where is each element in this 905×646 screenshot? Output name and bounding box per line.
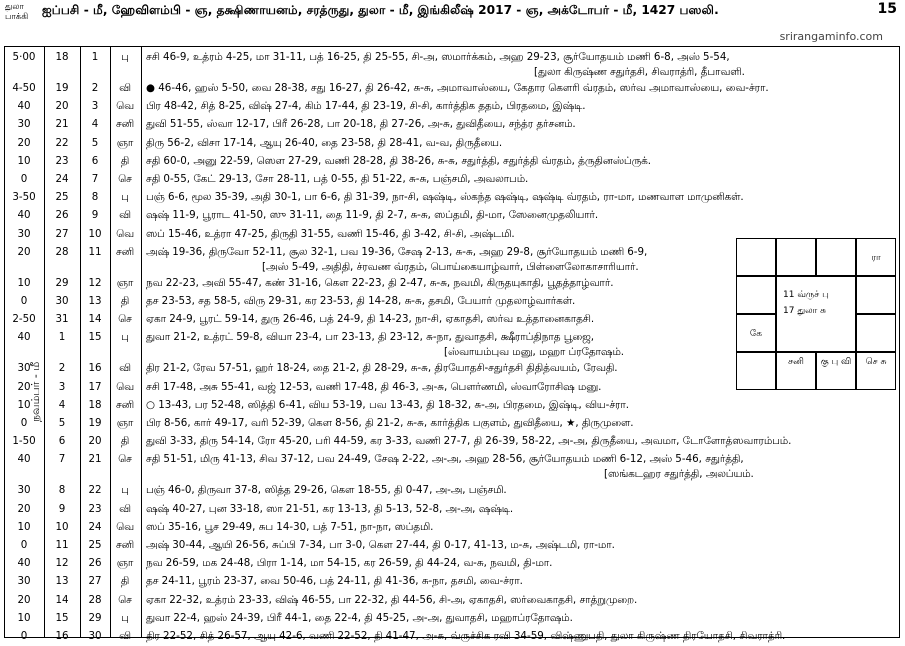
english-date-cell: 22 (88, 484, 102, 497)
english-date-cell: 28 (88, 593, 102, 606)
rasi-cell (736, 238, 776, 276)
english-date-cell: 26 (88, 557, 102, 570)
tamil-date-cell: 22 (55, 136, 69, 149)
panchangam-text: பஞ் 46-0, திருவா 37-8, ஸித்த 29-26, கௌ 18-55, தி 0-47, அ-அ, பஞ்சமி. (146, 484, 507, 497)
weekday-cell: செ (118, 593, 132, 606)
panchangam-text: ● 46-46, ஹஸ் 5-50, வை 28-38, சது 16-27, தி 26-42, சு-சு, அமாவாஸ்யை, கேதார கௌரி வ்ரதம், ஸர்வ அமாவாஸ்யை, வை-ச்ரா. (146, 82, 769, 94)
weekday-cell: ஞா (116, 136, 134, 149)
rasi-cell (856, 276, 896, 314)
rasi-cell (736, 276, 776, 314)
tamil-date-cell: 26 (55, 209, 69, 222)
panchangam-text: துவா 21-2, உத்ரட் 59-8, வியா 23-4, பா 23-13, தி 23-12, சு-நா, துவாதசி, க்ஷீராப்திநாத பூஜை, (146, 331, 595, 344)
weekday-cell: செ (118, 173, 132, 185)
rasi-cell (816, 238, 856, 276)
english-date-cell: 5 (91, 136, 99, 149)
english-date-cell: 25 (88, 539, 102, 551)
english-date-cell: 16 (88, 362, 102, 375)
tamil-date-cell: 14 (55, 593, 69, 606)
nazhigai-cell: 10 (17, 398, 31, 411)
panchangam-text: துவா 22-4, ஹஸ் 24-39, பிரீ 44-1, தை 22-4, தி 45-25, அ-அ, துவாதசி, மஹாப்ரதோஷம். (146, 611, 573, 624)
nazhigai-cell: 40 (17, 453, 31, 466)
panchangam-text: நவ 26-59, மக 24-48, பிரா 1-14, மா 54-15, கர 26-59, தி 44-24, வ-சு, நவமி, தி-மா. (146, 557, 553, 570)
nazhigai-cell: 30 (17, 575, 31, 588)
tamil-date-cell: 23 (55, 154, 69, 167)
panchangam-text: திர 22-52, சித் 26-57, ஆயு 42-6, வணி 22-52, தி 41-47, அ-சு, வ்ருச்சிக ரவி 34-59, விஷ்ணுபதி, துலா கிருஷ்ண திரயோதசி, சிவராத்ரி. (146, 630, 786, 642)
nazhigai-cell: 30 (17, 362, 31, 375)
english-date-cell: 20 (88, 435, 102, 448)
nazhigai-cell: 0 (20, 417, 28, 429)
page-number: 15 (877, 1, 897, 17)
panchangam-text: சசி 46-9, உத்ரம் 4-25, மா 31-11, பத் 16-25, தி 25-55, சி-அ, ஸமார்க்கம், அஹ 29-23, சூர்யோதயம் மணி 6-8, அஸ் 5-54, (146, 51, 730, 63)
tamil-date-cell: 7 (58, 453, 66, 466)
english-date-cell: 13 (88, 295, 102, 307)
tamil-date-cell: 3 (58, 380, 66, 393)
english-date-cell: 3 (91, 100, 99, 113)
header-left-top: துலா (5, 2, 24, 12)
tamil-date-cell: 20 (55, 100, 69, 113)
nazhigai-cell: 5·00 (12, 51, 36, 63)
panchangam-text-continued: [அஸ் 5-49, அதிதி, ச்ரவண வ்ரதம், பொய்கையாழ்வார், பிள்ளைலோகாசாரியார். (262, 260, 639, 273)
rasi-center: 11 வ்ருச் பு 17 துலா சு (776, 276, 856, 352)
nazhigai-cell: 0 (20, 295, 28, 307)
tamil-date-cell: 13 (55, 575, 69, 588)
nazhigai-cell: 20 (17, 245, 31, 258)
nazhigai-cell: 20 (17, 136, 31, 149)
tamil-date-cell: 18 (55, 51, 69, 63)
panchangam-text: துவி 51-55, ஸ்வா 12-17, பிரீ 26-28, பா 20-18, தி 27-26, அ-சு, துவிதீயை, சந்த்ர தர்சனம். (146, 118, 576, 131)
panchangam-text: பஞ் 6-6, மூல 35-39, அதி 30-1, பா 6-6, தி 31-39, நா-சி, ஷஷ்டி, ஸ்கந்த ஷஷ்டி, ஷஷ்டி வ்ரதம், ரா-மா, மணவாள மாமுனிகள். (146, 191, 744, 204)
panchangam-text: ஷஷ் 40-27, புன 33-18, ஸா 21-51, கர 13-13, தி 5-13, 52-8, அ-அ, ஷஷ்டி. (146, 502, 514, 515)
tamil-date-cell: 8 (58, 484, 66, 497)
tamil-date-cell: 15 (55, 611, 69, 624)
tamil-date-cell: 24 (55, 173, 69, 185)
nazhigai-cell: 10 (17, 611, 31, 624)
rasi-cell (736, 352, 776, 390)
tamil-date-cell: 30 (55, 295, 69, 307)
weekday-cell: சனி (115, 118, 135, 131)
english-date-cell: 30 (88, 630, 102, 642)
nazhigai-cell: 10 (17, 520, 31, 533)
english-date-cell: 1 (91, 51, 99, 63)
english-date-cell: 10 (88, 227, 102, 240)
weekday-cell: பு (121, 51, 129, 63)
english-date-cell: 24 (88, 520, 102, 533)
tamil-date-cell: 11 (55, 539, 69, 551)
nazhigai-cell: 40 (17, 557, 31, 570)
tamil-date-cell: 9 (58, 502, 66, 515)
nazhigai-cell: 0 (20, 539, 28, 551)
english-date-cell: 19 (88, 417, 102, 429)
panchangam-text: ஸப் 15-46, உத்ரா 47-25, திருதி 31-55, வணி 15-46, தி 3-42, சி-சி, அஷ்டமி. (146, 227, 515, 240)
panchangam-text: சசி 17-48, அசு 55-41, வஜ் 12-53, வணி 17-48, தி 46-3, அ-சு, பௌர்ணமி, ஸ்வாரோசிஷ மனு. (146, 380, 602, 393)
weekday-cell: வி (119, 502, 131, 515)
rasi-cell-che-su: செ சு (856, 352, 896, 390)
tamil-date-cell: 19 (55, 82, 69, 94)
tamil-date-cell: 1 (58, 331, 66, 344)
panchangam-text: திர 21-2, ரேவ 57-51, ஹர் 18-24, தை 21-2, தி 28-29, சு-சு, திரயோதசி-சதுர்தசி திதித்வயம், ரேவதி. (146, 362, 618, 375)
nazhigai-cell: 4-50 (12, 82, 36, 94)
english-date-cell: 2 (91, 82, 99, 94)
nazhigai-cell: 10 (17, 276, 31, 289)
nazhigai-cell: 2-50 (12, 313, 36, 326)
tamil-date-cell: 27 (55, 227, 69, 240)
tamil-date-cell: 5 (58, 417, 66, 429)
tamil-date-cell: 12 (55, 557, 69, 570)
weekday-cell: சனி (115, 398, 135, 411)
divider (141, 47, 142, 637)
panchangam-text: பிர 8-56, கார் 49-17, வரி 52-39, கௌ 8-56, தி 21-2, சு-சு, கார்த்திக பகுளம், துவிதீயை, ★, திருமுளை. (146, 417, 634, 429)
english-date-cell: 4 (91, 118, 99, 131)
english-date-cell: 27 (88, 575, 102, 588)
english-date-cell: 15 (88, 331, 102, 344)
weekday-cell: வெ (116, 100, 134, 113)
weekday-cell: செ (118, 313, 132, 326)
weekday-cell: ஞா (116, 557, 134, 570)
weekday-cell: பு (121, 611, 129, 624)
panchangam-text: ஸப் 35-16, பூச 29-49, சுப 14-30, பத் 7-51, நா-நா, ஸப்தமி. (146, 520, 434, 533)
weekday-cell: பு (121, 191, 129, 204)
english-date-cell: 7 (91, 173, 99, 185)
rasi-chart (736, 238, 896, 390)
weekday-cell: வி (119, 209, 131, 222)
weekday-cell: ஞா (116, 276, 134, 289)
tamil-date-cell: 6 (58, 435, 66, 448)
tamil-date-cell: 25 (55, 191, 69, 204)
english-date-cell: 9 (91, 209, 99, 222)
tamil-date-cell: 29 (55, 276, 69, 289)
panchangam-text: அஷ் 19-36, திருவோ 52-11, சூல 32-1, பவ 19-36, சேஷ 2-13, சு-சு, அஹ 29-8, சூர்யோதயம் மணி 6-9, (146, 245, 648, 258)
weekday-cell: வெ (116, 520, 134, 533)
tamil-date-cell: 21 (55, 118, 69, 131)
nazhigai-cell: 20 (17, 502, 31, 515)
english-date-cell: 6 (91, 154, 99, 167)
english-date-cell: 11 (88, 245, 102, 258)
weekday-cell: செ (118, 453, 132, 466)
watermark: srirangaminfo.com (779, 30, 883, 43)
english-date-cell: 29 (88, 611, 102, 624)
english-date-cell: 17 (88, 380, 102, 393)
panchangam-text: திரு 56-2, விசா 17-14, ஆயு 26-40, தை 23-58, தி 28-41, வ-வ, திருதீயை. (146, 136, 503, 149)
weekday-cell: சனி (115, 245, 135, 258)
weekday-cell: வெ (116, 380, 134, 393)
page-title: ஐப்பசி - மீ, ஹேவிளம்பி - ஞ, தக்ஷிணாயனம், சரத்ருது, துலா - மீ, இங்கிலீஷ் 2017 - ஞ, அக்டோபர் - மீ, 1427 பஸலி. (42, 3, 719, 17)
weekday-cell: தி (120, 435, 130, 448)
nazhigai-cell: 30 (17, 118, 31, 131)
tamil-date-cell: 16 (55, 630, 69, 642)
english-date-cell: 12 (88, 276, 102, 289)
english-date-cell: 8 (91, 191, 99, 204)
panchangam-text: தச 23-53, சத 58-5, விரு 29-31, கர 23-53, தி 14-28, சு-சு, தசமி, பேயார் முதலாழ்வார்கள். (146, 295, 576, 307)
nazhigai-cell: 20 (17, 593, 31, 606)
english-date-cell: 18 (88, 398, 102, 411)
rasi-cell (776, 238, 816, 276)
nazhigai-cell: 40 (17, 209, 31, 222)
rasi-cell-ku-pu-vi: கு பு வி (816, 352, 856, 390)
english-date-cell: 21 (88, 453, 102, 466)
tamil-date-cell: 2 (58, 362, 66, 375)
weekday-cell: வி (119, 362, 131, 375)
nazhigai-cell: 10 (17, 154, 31, 167)
weekday-cell: பு (121, 331, 129, 344)
nazhigai-cell: 0 (20, 630, 28, 642)
panchangam-text: ஏகா 22-32, உத்ரம் 23-33, விஷ் 46-55, பா 22-32, தி 44-56, சி-அ, ஏகாதசி, ஸர்வைகாதசி, சாத்றுமுறை. (146, 593, 638, 606)
tamil-date-cell: 28 (55, 245, 69, 258)
panchangam-text: தச 24-11, பூரம் 23-37, வை 50-46, பத் 24-11, தி 41-36, சு-நா, தசமி, வை-ச்ரா. (146, 575, 523, 588)
weekday-cell: ஞா (116, 417, 134, 429)
weekday-cell: பு (121, 484, 129, 497)
english-date-cell: 23 (88, 502, 102, 515)
tamil-date-cell: 4 (58, 398, 66, 411)
nazhigai-cell: 0 (20, 173, 28, 185)
nazhigai-cell: 20 (17, 380, 31, 393)
panchangam-text: பிர 48-42, சித் 8-25, விஷ் 27-4, கிம் 17-44, தி 23-19, சி-சி, கார்த்திக ததம், பிரதமை, இஷ்டி. (146, 100, 586, 113)
panchangam-text: ஏகா 24-9, பூரட் 59-14, துரு 26-46, பத் 24-9, தி 14-23, நா-சி, ஏகாதசி, ஸர்வ உத்தானைகாதசி. (146, 313, 595, 326)
panchangam-text: சதி 0-55, கேட் 29-13, சோ 28-11, பத் 0-55, தி 51-22, சு-சு, பஞ்சமி, அவலாபம். (146, 173, 529, 185)
panchangam-text: சதி 51-51, மிரு 41-13, சிவ 37-12, பவ 24-49, சேஷ 2-22, அ-அ, அஹ 28-56, சூர்யோதயம் மணி 6-12, அஸ் 5-46, சதுர்த்தி, (146, 453, 744, 466)
nazhigai-cell: 3-50 (12, 191, 36, 204)
weekday-cell: வி (119, 630, 131, 642)
panchangam-text-continued: [ஸ்வாயம்புவ மனு, மஹா ப்ரதோஷம். (444, 346, 625, 359)
month-label: நவம்பர் - மீ (29, 361, 42, 423)
panchangam-text: நவ 22-23, அவி 55-47, கண் 31-16, கௌ 22-23, தி 2-47, சு-சு, நவமி, கிருதயுகாதி, பூதத்தாழ்வார். (146, 276, 614, 289)
panchangam-text: அஷ் 30-44, ஆயி 26-56, சுப்பி 7-34, பா 3-0, கௌ 27-44, தி 0-17, 41-13, ம-சு, அஷ்டமி, ரா-மா. (146, 539, 615, 551)
nazhigai-cell: 40 (17, 100, 31, 113)
panchangam-text: ஷஷ் 11-9, பூராட 41-50, ஸு 31-11, தை 11-9, தி 2-7, சு-சு, ஸப்தமி, தி-மா, ஸேனைமுதலியார். (146, 209, 599, 222)
nazhigai-cell: 1-50 (12, 435, 36, 448)
rasi-cell-sani: சனி (776, 352, 816, 390)
weekday-cell: வெ (116, 227, 134, 240)
panchangam-text: சதி 60-0, அனு 22-59, ஸௌ 27-29, வணி 28-28, தி 38-26, சு-சு, சதுர்த்தி, சதுர்த்தி வ்ரதம், த்ருதினஸ்ப்ருக். (146, 154, 651, 167)
nazhigai-cell: 30 (17, 484, 31, 497)
rasi-cell (856, 314, 896, 352)
weekday-cell: தி (120, 154, 130, 167)
header-left (5, 2, 28, 22)
weekday-cell: வி (119, 82, 131, 94)
nazhigai-cell: 30 (17, 227, 31, 240)
panchangam-text: ○ 13-43, பர 52-48, ஸித்தி 6-41, விய 53-19, பவ 13-43, தி 18-32, சு-அ, பிரதமை, இஷ்டி, விய-ச்ரா. (146, 398, 630, 411)
weekday-cell: தி (120, 575, 130, 588)
panchangam-text-continued: [துலா கிருஷ்ண சதுர்தசி, சிவராத்ரி, தீபாவளி. (534, 66, 745, 78)
tamil-date-cell: 31 (55, 313, 69, 326)
english-date-cell: 14 (88, 313, 102, 326)
nazhigai-cell: 40 (17, 331, 31, 344)
weekday-cell: தி (120, 295, 130, 307)
header-left-bottom: பாக்கி (5, 12, 29, 22)
weekday-cell: சனி (115, 539, 135, 551)
panchangam-text-continued: [ஸங்கடஹர சதுர்த்தி, அலப்யம். (604, 468, 754, 481)
rasi-cell-ke: கே (736, 314, 776, 352)
tamil-date-cell: 10 (55, 520, 69, 533)
panchangam-text: துவி 3-33, திரு 54-14, ரோ 45-20, பரி 44-59, கர 3-33, வணி 27-7, தி 26-39, 58-22, அ-அ, திருதீயை, அவமா, டோளோத்ஸவாரம்பம். (146, 435, 792, 448)
rasi-cell-ra: ரா (856, 238, 896, 276)
